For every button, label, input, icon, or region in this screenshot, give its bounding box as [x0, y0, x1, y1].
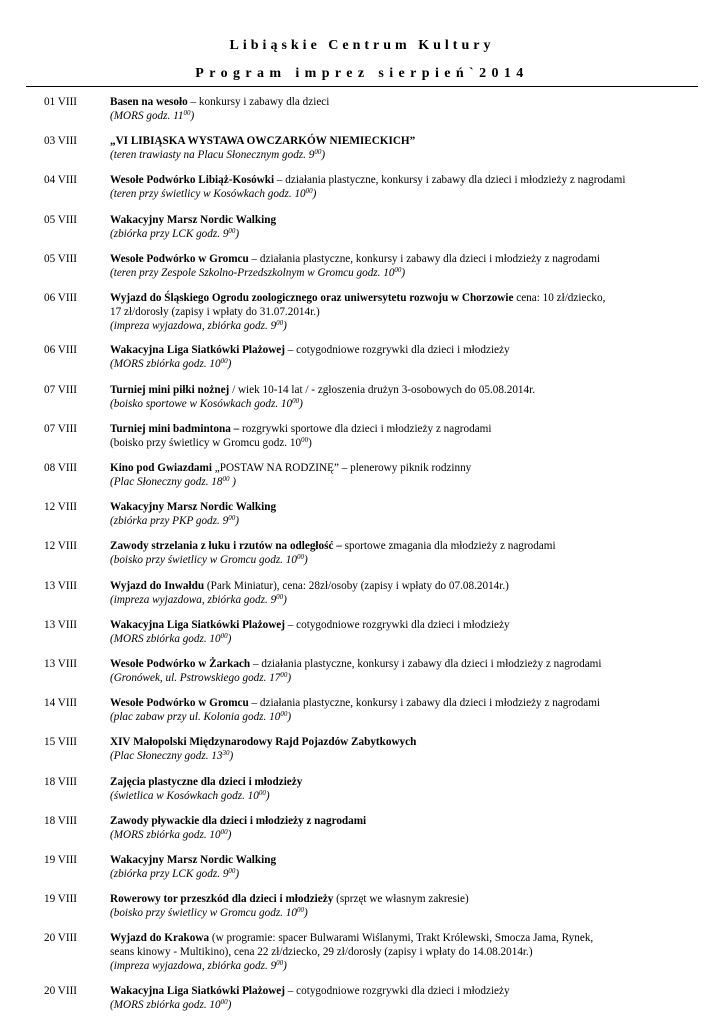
event-location-time: [110, 789, 708, 803]
event-details: [110, 735, 708, 763]
event-note: [110, 711, 291, 723]
event-date: 14 VIII: [44, 697, 78, 710]
event-details: [110, 657, 708, 685]
event-location-time: [110, 514, 708, 528]
event-note-text: (Plac Słoneczny godz. 18: [110, 476, 223, 488]
event-headline: [110, 134, 708, 148]
event-location-time: [110, 436, 708, 450]
event-location-time: [110, 553, 708, 567]
document-subtitle: Program imprez sierpień`2014: [195, 66, 529, 81]
event-description: sportowe zmagania dla młodzieży z nagrodami: [341, 540, 556, 553]
event-description: rozgrywki sportowe dla dzieci i młodzieży z nagrodami: [239, 422, 492, 435]
event-headline: [110, 618, 708, 632]
event-headline: [110, 500, 708, 514]
event-location-time: [110, 749, 708, 763]
event-details: [110, 461, 708, 489]
event-date: 18 VIII: [44, 775, 78, 788]
event-note-minutes: 30: [222, 749, 230, 758]
event-note-end: ): [303, 907, 308, 920]
event-list: [0, 94, 724, 1022]
event-headline: [110, 696, 708, 710]
event-details: [110, 618, 708, 646]
event-note-minutes: 00: [280, 710, 288, 719]
event-headline: [110, 173, 708, 187]
event-item: [0, 734, 724, 773]
event-note-end: ): [227, 998, 232, 1011]
event-note: [110, 228, 239, 240]
event-description-continued: [110, 305, 708, 319]
event-note-text: (boisko przy świetlicy w Gromcu godz. 10: [110, 436, 302, 449]
event-date: 19 VIII: [44, 893, 78, 906]
event-note: [110, 750, 233, 762]
event-headline: [110, 461, 708, 475]
event-note-minutes: 00: [394, 265, 402, 274]
event-details: [110, 383, 708, 411]
event-note-text: (impreza wyjazdowa, zbiórka godz. 9: [110, 960, 277, 973]
event-note-text: (zbiórka przy PKP godz. 9: [110, 515, 229, 528]
event-date: 03 VIII: [44, 135, 78, 148]
event-item: [0, 617, 724, 656]
event-note: [110, 358, 231, 370]
event-description-line2: seans kinowy - Multikino), cena 22 zł/dziecko, 29 zł/dorosły (zapisy i wpłaty do 14.08.2014r.): [110, 946, 533, 959]
event-note-end: ): [321, 149, 326, 162]
event-title: Turniej mini badmintona –: [110, 422, 240, 435]
event-note-minutes: 00: [228, 226, 236, 235]
event-title: Wakacyjny Marsz Nordic Walking: [110, 853, 277, 866]
event-title: Turniej mini piłki nożnej: [110, 383, 230, 396]
event-location-time: [110, 959, 708, 973]
event-description: (w programie: spacer Bulwarami Wiślanymi, Trakt Królewski, Smocza Jama, Rynek,: [209, 932, 594, 945]
event-headline: [110, 539, 708, 553]
event-headline: [110, 95, 708, 109]
event-note-minutes: 00: [301, 435, 309, 444]
event-description: – działania plastyczne, konkursy i zabawy dla dzieci i młodzieży z nagrodami: [248, 252, 601, 265]
event-note: [110, 829, 231, 841]
event-date: 05 VIII: [44, 252, 78, 265]
event-item: [0, 891, 724, 930]
event-details: [110, 539, 708, 567]
event-date: 12 VIII: [44, 540, 78, 553]
event-item: [0, 212, 724, 251]
event-details: [110, 343, 708, 371]
event-note: [110, 907, 308, 919]
event-location-time: [110, 227, 708, 241]
event-note-minutes: 00: [305, 187, 313, 196]
event-note-minutes: 00: [296, 906, 304, 915]
event-note-minutes: 00: [296, 553, 304, 562]
event-note: [110, 267, 405, 279]
event-note-end: ): [283, 319, 287, 332]
event-item: [0, 460, 724, 499]
event-note: [110, 398, 303, 410]
event-details: [110, 173, 708, 201]
event-details: [110, 500, 708, 528]
event-details: [110, 696, 708, 724]
event-note-end: ): [235, 515, 239, 528]
event-note: [110, 110, 194, 122]
event-item: [0, 499, 724, 538]
event-note-minutes: 00: [292, 396, 300, 405]
event-note-end: ): [287, 711, 292, 724]
event-description: – działania plastyczne, konkursy i zabawy dla dzieci i młodzieży z nagrodami: [248, 697, 601, 710]
event-location-time: [110, 671, 708, 685]
event-headline: [110, 814, 708, 828]
event-details: [110, 892, 708, 920]
event-note-text: (MORS zbiórka godz. 10: [110, 998, 221, 1011]
event-note-text: (teren przy świetlicy w Kosówkach godz. 10: [110, 188, 306, 201]
event-details: [110, 579, 708, 607]
event-details: [110, 291, 708, 333]
document-title: Libiąskie Centrum Kultury: [229, 38, 495, 53]
event-title: Wesołe Podwórko w Gromcu: [110, 697, 249, 710]
event-note: [110, 633, 231, 645]
event-note-end: ): [303, 554, 308, 567]
event-note-minutes: 00: [228, 866, 236, 875]
event-description: (Park Miniatur), cena: 28zł/osoby (zapisy i wpłaty do 07.08.2014r.): [204, 579, 509, 592]
event-date: 12 VIII: [44, 501, 78, 514]
event-description: – cotygodniowe rozgrywki dla dzieci i młodzieży: [284, 618, 510, 631]
event-location-time: [110, 828, 708, 842]
event-note-end: ): [227, 358, 232, 371]
event-note-text: (impreza wyjazdowa, zbiórka godz. 9: [110, 593, 277, 606]
event-note-end: ): [401, 266, 406, 279]
event-note-end: ): [299, 397, 303, 410]
event-date: 13 VIII: [44, 579, 78, 592]
event-date: 07 VIII: [44, 422, 78, 435]
event-item: [0, 251, 724, 290]
event-item: [0, 930, 724, 983]
event-item: [0, 695, 724, 734]
event-date: 13 VIII: [44, 657, 78, 670]
event-note-text: (boisko przy świetlicy w Gromcu godz. 10: [110, 907, 297, 920]
event-note-text: (zbiórka przy LCK godz. 9: [110, 227, 229, 240]
event-note: [110, 476, 236, 488]
event-note-text: (teren przy Zespole Szkolno-Przedszkolnym w Gromcu godz. 10: [110, 266, 395, 279]
event-note-text: (Gronówek, ul. Pstrowskiego godz. 17: [110, 671, 281, 684]
event-date: 07 VIII: [44, 383, 78, 396]
event-note-text: (MORS zbiórka godz. 10: [110, 632, 221, 645]
event-location-time: [110, 357, 708, 371]
event-headline: [110, 735, 708, 749]
event-note-end: ): [283, 960, 287, 973]
event-note: [110, 672, 291, 684]
event-location-time: [110, 998, 708, 1012]
event-date: 20 VIII: [44, 984, 78, 997]
event-note-text: (zbiórka przy LCK godz. 9: [110, 867, 229, 880]
event-note-end: ): [235, 867, 240, 880]
event-note-minutes: 00: [276, 318, 284, 327]
event-note: [110, 188, 316, 200]
event-title: „VI LIBIĄSKA WYSTAWA OWCZARKÓW NIEMIECKICH”: [110, 135, 416, 148]
event-note-end: ): [308, 436, 312, 449]
event-headline: [110, 343, 708, 357]
event-headline: [110, 291, 708, 305]
event-note-end: ): [287, 671, 292, 684]
event-location-time: [110, 710, 708, 724]
event-note-text: (impreza wyjazdowa, zbiórka godz. 9: [110, 319, 277, 332]
event-location-time: [110, 632, 708, 646]
event-headline: [110, 775, 708, 789]
event-date: 05 VIII: [44, 213, 78, 226]
event-item: [0, 656, 724, 695]
event-details: [110, 252, 708, 280]
event-note: [110, 999, 231, 1011]
event-headline: [110, 984, 708, 998]
event-title: Wyjazd do Inwałdu: [110, 579, 205, 592]
event-description-continued: [110, 945, 708, 959]
event-note-minutes: 00: [228, 514, 236, 523]
event-description: – konkursy i zabawy dla dzieci: [187, 96, 330, 108]
event-headline: [110, 931, 708, 945]
event-details: [110, 984, 708, 1012]
event-description: – cotygodniowe rozgrywki dla dzieci i młodzieży: [284, 344, 510, 357]
event-note-minutes: 00: [276, 959, 284, 968]
event-note-end: ): [265, 789, 270, 802]
event-date: 19 VIII: [44, 853, 78, 866]
event-note-text: (teren trawiasty na Placu Słonecznym godz. 9: [110, 149, 315, 162]
event-title: Rowerowy tor przeszkód dla dzieci i młodzieży: [110, 893, 334, 906]
event-note-end: ): [227, 632, 232, 645]
event-date: 20 VIII: [44, 932, 78, 945]
event-title: Kino pod Gwiazdami: [110, 462, 212, 474]
event-title: Wakacyjny Marsz Nordic Walking: [110, 501, 277, 514]
event-date: 15 VIII: [44, 736, 78, 749]
event-note-end: ): [229, 476, 237, 488]
event-title: Basen na wesoło: [110, 96, 188, 108]
event-title: Wakacyjny Marsz Nordic Walking: [110, 213, 277, 226]
event-note-text: (boisko przy świetlicy w Gromcu godz. 10: [110, 554, 297, 567]
event-details: [110, 134, 708, 162]
event-details: [110, 853, 708, 881]
event-note-minutes: 00: [183, 109, 191, 117]
event-note-text: (plac zabaw przy ul. Kolonia godz. 10: [110, 711, 281, 724]
event-item: [0, 983, 724, 1022]
event-note-end: ): [283, 593, 287, 606]
event-description: / wiek 10-14 lat / - zgłoszenia drużyn 3-osobowych do 05.08.2014r.: [229, 383, 535, 396]
event-item: [0, 133, 724, 172]
event-date: 08 VIII: [44, 462, 78, 474]
event-item: [0, 421, 724, 460]
event-description: – działania plastyczne, konkursy i zabawy dla dzieci i młodzieży z nagrodami: [250, 657, 602, 670]
event-note-end: ): [190, 110, 195, 122]
event-item: [0, 774, 724, 813]
event-description: „POSTAW NA RODZINĘ” – plenerowy piknik rodzinny: [211, 462, 472, 474]
event-note: [110, 149, 325, 161]
event-headline: [110, 422, 708, 436]
event-details: [110, 213, 708, 241]
event-title: Zajęcia plastyczne dla dzieci i młodzieży: [110, 775, 303, 788]
event-item: [0, 813, 724, 852]
event-note-minutes: 00: [280, 670, 288, 679]
event-note: [110, 594, 287, 606]
event-title: Wesołe Podwórko Libiąż-Kosówki: [110, 174, 275, 187]
event-note-text: (MORS godz. 11: [110, 110, 184, 122]
event-title: Wesołe Podwórko w Gromcu: [110, 252, 249, 265]
event-headline: [110, 213, 708, 227]
event-headline: [110, 853, 708, 867]
event-item: [0, 538, 724, 577]
event-title: Zawody strzelania z łuku i rzutów na odległość –: [110, 540, 342, 553]
event-note-minutes: 00: [222, 475, 230, 483]
event-headline: [110, 252, 708, 266]
event-note-text: (Plac Słoneczny godz. 13: [110, 750, 223, 763]
event-date: 06 VIII: [44, 291, 78, 304]
event-details: [110, 775, 708, 803]
event-description: – działania plastyczne, konkursy i zabawy dla dzieci i młodzieży z nagrodami: [274, 174, 626, 187]
event-note: [110, 790, 270, 802]
event-headline: [110, 657, 708, 671]
event-title: Wakacyjna Liga Siatkówki Plażowej: [110, 344, 285, 357]
event-title: Wakacyjna Liga Siatkówki Plażowej: [110, 618, 285, 631]
event-note-end: ): [229, 750, 234, 763]
event-note-minutes: 00: [220, 357, 228, 366]
event-item: [0, 578, 724, 617]
event-location-time: [110, 187, 708, 201]
event-note: [110, 960, 287, 972]
event-note: [110, 515, 239, 527]
event-item: [0, 172, 724, 211]
event-note-minutes: 00: [276, 592, 284, 601]
event-location-time: [110, 475, 708, 489]
event-location-time: [110, 867, 708, 881]
event-item: [0, 94, 724, 133]
event-date: 18 VIII: [44, 814, 78, 827]
event-date: 13 VIII: [44, 618, 78, 631]
event-location-time: [110, 397, 708, 411]
event-location-time: [110, 593, 708, 607]
event-details: [110, 814, 708, 842]
event-title: Wakacyjna Liga Siatkówki Plażowej: [110, 984, 285, 997]
event-note-end: ): [227, 828, 232, 841]
event-note: [110, 868, 239, 880]
event-description: – cotygodniowe rozgrywki dla dzieci i młodzieży: [284, 984, 510, 997]
event-note-text: (świetlica w Kosówkach godz. 10: [110, 789, 259, 802]
event-details: [110, 95, 708, 123]
event-note: [110, 320, 287, 332]
event-title: Wyjazd do Śląskiego Ogrodu zoologicznego oraz uniwersytetu rozwoju w Chorzowie: [110, 291, 514, 304]
event-location-time: [110, 148, 708, 162]
event-note-minutes: 00: [220, 827, 228, 836]
event-date: 04 VIII: [44, 174, 78, 187]
event-headline: [110, 892, 708, 906]
event-location-time: [110, 109, 708, 123]
event-note-text: (MORS zbiórka godz. 10: [110, 828, 221, 841]
event-location-time: [110, 319, 708, 333]
event-note-end: ): [235, 227, 240, 240]
event-item: [0, 342, 724, 381]
event-note: [110, 554, 308, 566]
event-description: (sprzęt we własnym zakresie): [333, 893, 469, 906]
event-description-line2: 17 zł/dorosły (zapisy i wpłaty do 31.07.2014r.): [110, 305, 320, 318]
event-date: 06 VIII: [44, 344, 78, 357]
event-note-text: (boisko sportowe w Kosówkach godz. 10: [110, 397, 293, 410]
event-note-text: (MORS zbiórka godz. 10: [110, 358, 221, 371]
event-title: XIV Małopolski Międzynarodowy Rajd Pojazdów Zabytkowych: [110, 736, 417, 749]
event-title: Wyjazd do Krakowa: [110, 932, 210, 945]
event-headline: [110, 579, 708, 593]
event-note-minutes: 00: [220, 631, 228, 640]
event-item: [0, 382, 724, 421]
event-headline: [110, 383, 708, 397]
event-note-end: ): [312, 188, 317, 201]
event-note: [110, 437, 312, 449]
event-note-minutes: 00: [258, 788, 266, 797]
event-item: [0, 852, 724, 891]
event-note-minutes: 00: [314, 148, 322, 157]
event-title: Zawody pływackie dla dzieci i młodzieży z nagrodami: [110, 814, 367, 827]
event-description: cena: 10 zł/dziecko,: [513, 291, 606, 304]
event-title: Wesołe Podwórko w Żarkach: [110, 657, 251, 670]
event-details: [110, 422, 708, 450]
event-note-minutes: 00: [220, 997, 228, 1006]
header-divider: [26, 86, 698, 87]
event-location-time: [110, 906, 708, 920]
event-item: [0, 290, 724, 343]
event-details: [110, 931, 708, 973]
event-location-time: [110, 266, 708, 280]
event-date: 01 VIII: [44, 96, 78, 108]
